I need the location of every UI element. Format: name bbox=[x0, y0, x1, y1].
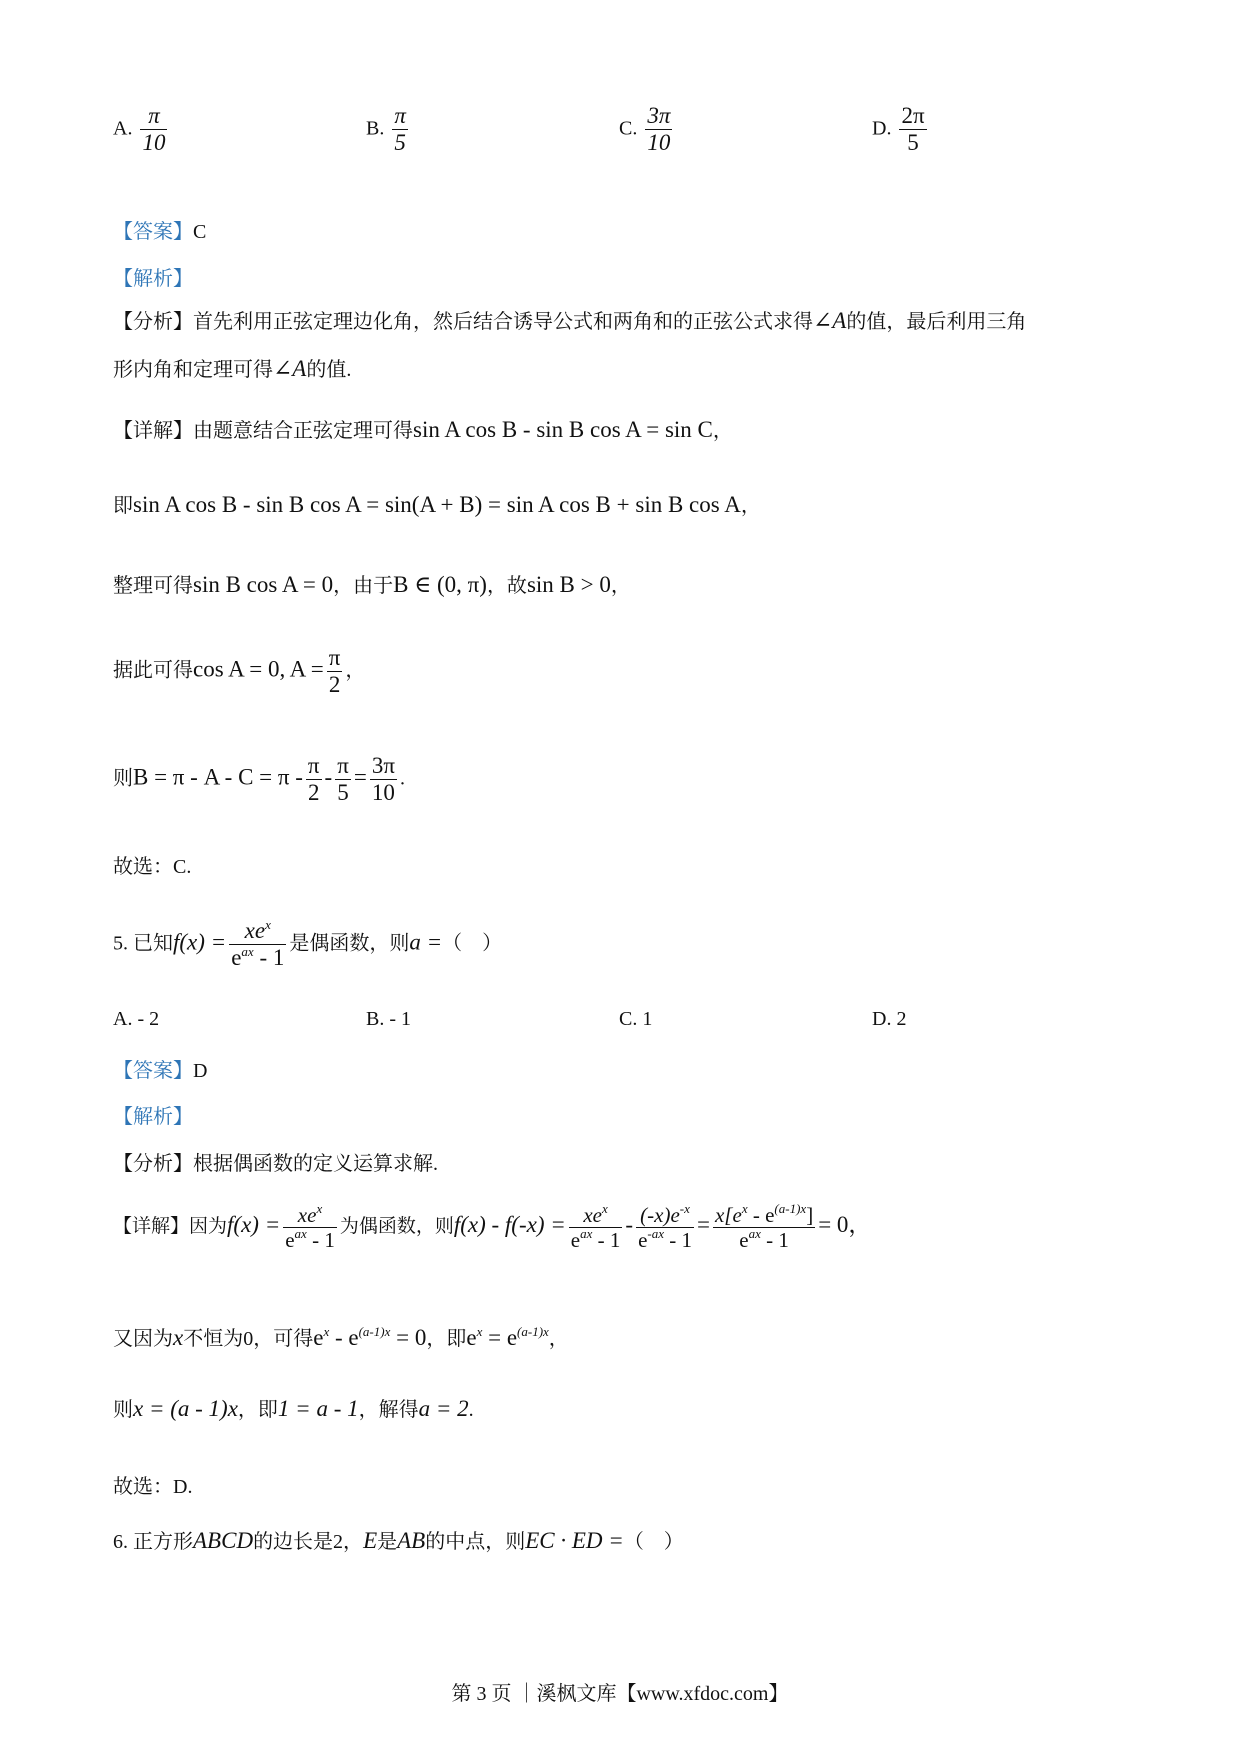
fenxi-text: 根据偶函数的定义运算求解. bbox=[193, 1153, 438, 1175]
q5-option-b: B. - 1 bbox=[366, 1008, 411, 1030]
text: 是偶函数，则 bbox=[289, 932, 410, 955]
option-label: B. bbox=[366, 117, 385, 140]
text: 的边长是2， bbox=[253, 1531, 364, 1553]
answer-tag: 【答案】 bbox=[113, 221, 193, 243]
fraction bbox=[335, 753, 351, 807]
text: 5. 已知 bbox=[113, 932, 173, 955]
formula: f(x) - f(-x) = bbox=[453, 1212, 566, 1237]
q4-detail-4 bbox=[113, 645, 365, 699]
q5-detail-1 bbox=[113, 1203, 871, 1252]
q5-choose: 故选：D. bbox=[113, 1476, 193, 1498]
text: (a-1)x bbox=[358, 1324, 391, 1339]
q6-stem bbox=[113, 1525, 684, 1554]
operator: - bbox=[324, 764, 333, 790]
option-fraction bbox=[899, 103, 926, 157]
formula: B ∈ (0, π) bbox=[393, 572, 487, 597]
denominator: 2 bbox=[328, 672, 341, 698]
text: e bbox=[231, 945, 242, 971]
text: e bbox=[466, 1325, 477, 1350]
answer-value: C bbox=[193, 221, 207, 243]
text: 6. 正方形 bbox=[113, 1531, 193, 1553]
text: x bbox=[316, 1201, 323, 1216]
text: 不恒为0，可得 bbox=[183, 1328, 314, 1350]
formula: sin B > 0 bbox=[526, 572, 611, 597]
text: a = bbox=[409, 929, 443, 955]
text: ，解得 bbox=[358, 1399, 419, 1421]
q5-option-d: D. 2 bbox=[872, 1008, 907, 1030]
fenxi-tag: 【分析】 bbox=[113, 1153, 193, 1175]
denominator: 5 bbox=[394, 130, 406, 156]
option-label: A. bbox=[113, 117, 133, 140]
text: ，由于 bbox=[333, 575, 394, 597]
text: ，故 bbox=[486, 575, 527, 597]
formula: 1 = a - 1 bbox=[277, 1396, 359, 1421]
operator: = bbox=[697, 1212, 710, 1237]
q4-detail-2 bbox=[113, 489, 761, 518]
text: = 0 bbox=[390, 1325, 427, 1350]
option-fraction bbox=[392, 103, 408, 157]
text: 因为 bbox=[189, 1216, 228, 1237]
fraction bbox=[636, 1203, 694, 1252]
text: = 0， bbox=[818, 1212, 872, 1237]
fraction bbox=[283, 1203, 337, 1252]
formula: sin B cos A = 0 bbox=[193, 572, 334, 597]
q4-fenxi-cont bbox=[113, 353, 351, 382]
q4-answer bbox=[113, 215, 206, 244]
text: x bbox=[323, 1324, 330, 1339]
fenxi-text: 的值. bbox=[306, 359, 352, 381]
text: e bbox=[739, 1228, 749, 1253]
text: (a-1)x bbox=[517, 1324, 549, 1339]
text: xe bbox=[244, 918, 266, 943]
text: 的中点，则 bbox=[425, 1531, 526, 1553]
text: 整理可得 bbox=[113, 575, 193, 597]
q4-detail-5 bbox=[113, 753, 405, 807]
q5-detail-3 bbox=[113, 1393, 474, 1422]
numerator: π bbox=[140, 103, 167, 130]
formula: f(x) = bbox=[173, 929, 227, 955]
text: x bbox=[476, 1324, 483, 1339]
text: ax bbox=[294, 1226, 307, 1242]
page-footer: 第 3 页 ｜溪枫文库【www.xfdoc.com】 bbox=[451, 1683, 789, 1705]
q5-analysis-tag: 【解析】 bbox=[113, 1106, 193, 1128]
numerator: π bbox=[327, 645, 343, 672]
text: e bbox=[570, 1228, 581, 1253]
text: x bbox=[173, 1325, 184, 1350]
formula: x = (a - 1)x bbox=[133, 1396, 238, 1421]
text: 则 bbox=[113, 1399, 133, 1421]
option-fraction bbox=[645, 103, 672, 157]
q4-option-d bbox=[872, 103, 930, 157]
fraction bbox=[713, 1203, 815, 1252]
numerator: π bbox=[306, 753, 322, 780]
text: ] bbox=[806, 1203, 814, 1227]
formula: a = 2 bbox=[418, 1396, 469, 1421]
q4-analysis-tag: 【解析】 bbox=[113, 268, 193, 290]
text: -ax bbox=[647, 1226, 664, 1242]
text: （ ） bbox=[623, 1531, 684, 1553]
text: AB bbox=[397, 1528, 426, 1553]
text: 是 bbox=[377, 1531, 398, 1553]
angle-a: ∠A bbox=[273, 356, 307, 381]
text: e bbox=[285, 1228, 295, 1253]
text: - e bbox=[747, 1203, 775, 1227]
q4-choose: 故选：C. bbox=[113, 856, 192, 878]
text: . bbox=[468, 1399, 474, 1421]
formula: B = π - A - C = π - bbox=[133, 764, 303, 790]
numerator: 3π bbox=[645, 103, 672, 130]
denominator: 5 bbox=[907, 130, 919, 156]
text: ，即 bbox=[426, 1328, 467, 1350]
text: ax bbox=[580, 1226, 593, 1242]
angle-a: ∠A bbox=[813, 308, 847, 333]
text: E bbox=[363, 1528, 378, 1553]
operator: = bbox=[353, 764, 367, 790]
text: 为偶函数，则 bbox=[339, 1216, 454, 1237]
fraction bbox=[327, 645, 343, 699]
text: ， bbox=[548, 1328, 569, 1350]
q4-option-c bbox=[619, 103, 675, 157]
text: ， bbox=[345, 659, 366, 682]
text: x bbox=[602, 1201, 608, 1216]
option-label: D. bbox=[872, 117, 892, 140]
text: (-x)e bbox=[640, 1203, 680, 1227]
text: 则 bbox=[113, 767, 133, 790]
denominator: 2 bbox=[307, 780, 320, 806]
option-fraction bbox=[140, 103, 167, 157]
text: ，即 bbox=[237, 1399, 278, 1421]
text: xe bbox=[297, 1203, 317, 1227]
text: - e bbox=[329, 1325, 359, 1350]
fraction bbox=[229, 918, 286, 972]
text: ， bbox=[610, 575, 631, 597]
q5-option-c: C. 1 bbox=[619, 1008, 653, 1030]
text: - 1 bbox=[306, 1228, 335, 1253]
formula: EC · ED = bbox=[525, 1528, 624, 1553]
answer-value: D bbox=[193, 1060, 208, 1082]
q4-detail-1 bbox=[113, 414, 733, 443]
text: . bbox=[399, 767, 405, 790]
fraction bbox=[306, 753, 322, 807]
fenxi-tag: 【分析】 bbox=[113, 311, 193, 333]
text: - 1 bbox=[592, 1228, 621, 1253]
text: x bbox=[265, 917, 271, 932]
denominator: 10 bbox=[647, 130, 671, 156]
q5-detail-2 bbox=[113, 1322, 569, 1351]
text: x[e bbox=[714, 1203, 742, 1227]
text: ， bbox=[712, 420, 733, 442]
denominator: 10 bbox=[371, 780, 395, 806]
text: ABCD bbox=[193, 1528, 254, 1553]
text: -x bbox=[679, 1201, 690, 1216]
operator: - bbox=[625, 1212, 634, 1237]
q5-answer bbox=[113, 1054, 207, 1083]
fenxi-text: 形内角和定理可得 bbox=[113, 359, 273, 381]
text: - 1 bbox=[253, 945, 285, 971]
fraction bbox=[370, 753, 397, 807]
text: = e bbox=[482, 1325, 518, 1350]
text: - 1 bbox=[760, 1228, 789, 1253]
text: 据此可得 bbox=[113, 659, 193, 682]
text: x bbox=[741, 1201, 748, 1216]
text: (a-1)x bbox=[774, 1201, 807, 1216]
q4-fenxi bbox=[113, 305, 1026, 334]
q5-option-a: A. - 2 bbox=[113, 1008, 160, 1030]
text: 又因为 bbox=[113, 1328, 173, 1350]
numerator: 3π bbox=[370, 753, 397, 780]
q4-detail-3 bbox=[113, 569, 631, 598]
denominator: 5 bbox=[337, 780, 349, 806]
text: 由题意结合正弦定理可得 bbox=[193, 420, 413, 442]
text: （ ） bbox=[442, 932, 503, 955]
text: ax bbox=[748, 1226, 761, 1242]
detail-tag: 【详解】 bbox=[113, 1216, 190, 1237]
q5-stem bbox=[113, 918, 502, 972]
detail-tag: 【详解】 bbox=[113, 420, 193, 442]
q4-option-b bbox=[366, 103, 411, 157]
text: - 1 bbox=[664, 1228, 692, 1253]
formula: sin A cos B - sin B cos A = sin C bbox=[413, 417, 713, 442]
q4-option-a bbox=[113, 103, 170, 157]
text: e bbox=[313, 1325, 324, 1350]
fraction bbox=[569, 1203, 623, 1252]
text: ax bbox=[241, 944, 254, 960]
option-label: C. bbox=[619, 117, 638, 140]
numerator: π bbox=[335, 753, 351, 780]
numerator: 2π bbox=[899, 103, 926, 130]
fenxi-text: 首先利用正弦定理边化角，然后结合诱导公式和两角和的正弦公式求得 bbox=[193, 311, 813, 333]
formula: cos A = 0, A = bbox=[193, 656, 324, 682]
fenxi-text: 的值，最后利用三角 bbox=[846, 311, 1027, 333]
q5-fenxi bbox=[113, 1147, 438, 1176]
text: 即 bbox=[113, 495, 133, 517]
text: xe bbox=[583, 1203, 603, 1227]
answer-tag: 【答案】 bbox=[113, 1060, 193, 1082]
text: ， bbox=[740, 495, 761, 517]
numerator: π bbox=[392, 103, 408, 130]
denominator: 10 bbox=[142, 130, 166, 156]
formula: sin A cos B - sin B cos A = sin(A + B) = sin A cos B + sin B cos A bbox=[133, 492, 741, 517]
formula: f(x) = bbox=[227, 1212, 281, 1237]
text: e bbox=[638, 1228, 648, 1253]
